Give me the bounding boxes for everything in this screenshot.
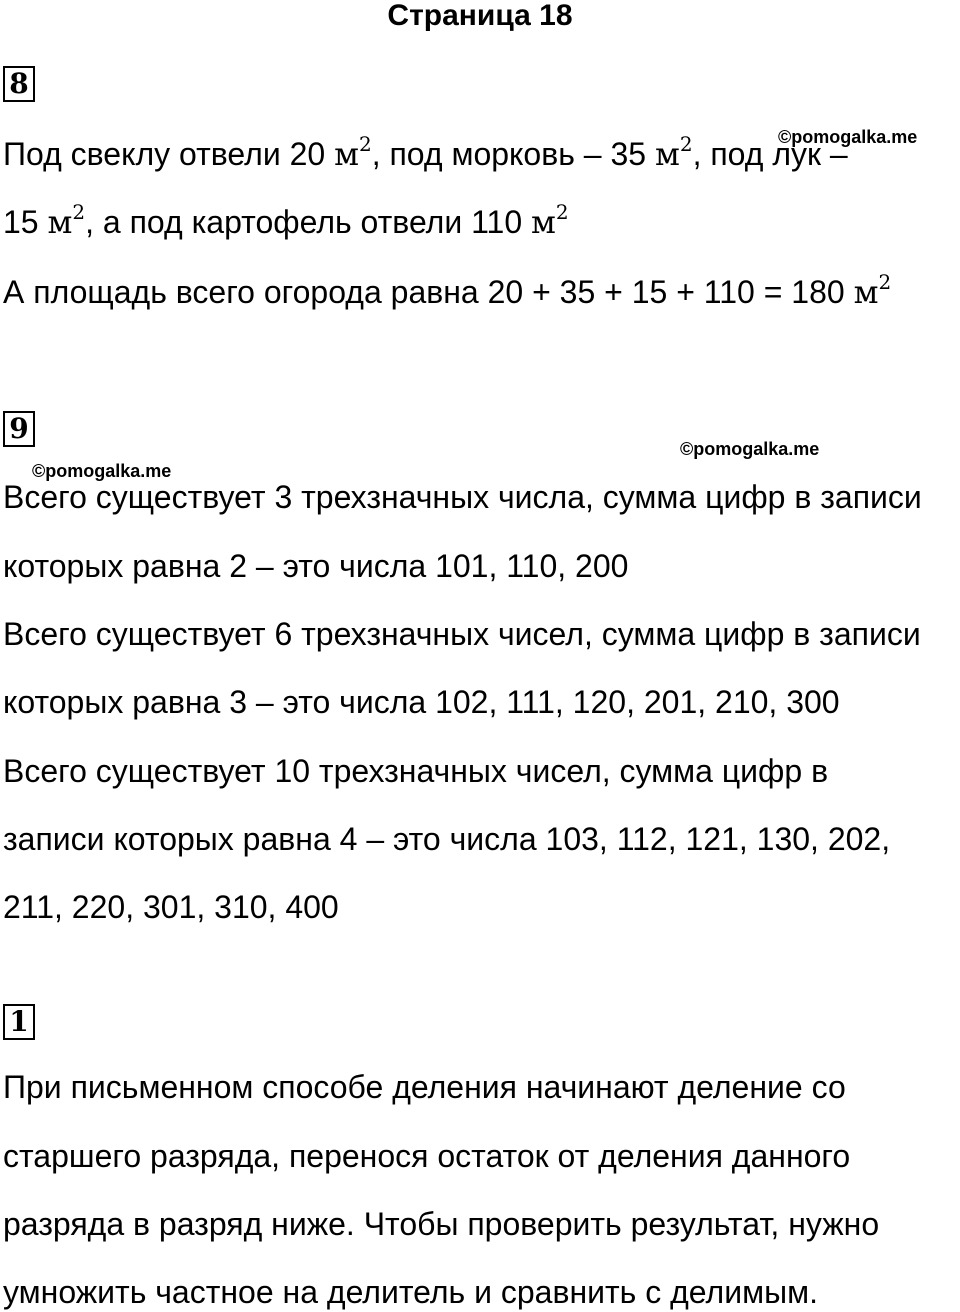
unit-square-meter: $м^2$ <box>654 132 693 173</box>
task8-text: , под морковь – 35 <box>371 136 647 172</box>
task1-line: старшего разряда, перенося остаток от деления данного <box>3 1138 851 1174</box>
task1-line: умножить частное на делитель и сравнить с делимым. <box>3 1274 818 1310</box>
unit-square-meter: $м^2$ <box>334 132 372 173</box>
task9-line: Всего существует 6 трехзначных чисел, сумма цифр в записи <box>3 616 921 652</box>
task8-line-3 <box>3 272 891 312</box>
task9-line: 211, 220, 301, 310, 400 <box>3 889 339 925</box>
watermark: ©pomogalka.me <box>680 439 820 459</box>
unit-square-meter: $м^2$ <box>47 200 86 241</box>
task-number-1: 1 <box>3 1004 35 1040</box>
task8-text: Под свеклу отвели 20 <box>3 136 326 172</box>
task8-text: , под лук – <box>692 136 848 172</box>
unit-square-meter: $м^2$ <box>853 270 892 311</box>
task9-line: которых равна 3 – это числа 102, 111, 120, 201, 210, 300 <box>3 684 840 720</box>
task8-text: 15 <box>3 204 39 240</box>
task9-line: Всего существует 3 трехзначных числа, сумма цифр в записи <box>3 479 922 515</box>
page-title: Страница 18 <box>387 0 573 32</box>
task9-line: которых равна 2 – это числа 101, 110, 200 <box>3 548 629 584</box>
task8-text: , а под картофель отвели 110 <box>85 204 523 240</box>
task9-line: Всего существует 10 трехзначных чисел, сумма цифр в <box>3 753 829 789</box>
task8-line-1 <box>3 134 848 174</box>
task1-line: разряда в разряд ниже. Чтобы проверить результат, нужно <box>3 1206 880 1242</box>
task8-text: А площадь всего огорода равна 20 + 35 + 15 + 110 = 180 <box>3 274 845 310</box>
watermark: ©pomogalka.me <box>32 461 172 481</box>
task9-line: записи которых равна 4 – это числа 103, 112, 121, 130, 202, <box>3 821 891 857</box>
task8-line-2 <box>3 202 569 242</box>
task-number-9: 9 <box>3 411 35 447</box>
task-number-8: 8 <box>3 66 35 102</box>
task1-line: При письменном способе деления начинают деление со <box>3 1069 846 1105</box>
watermark: ©pomogalka.me <box>778 127 918 147</box>
unit-square-meter: $м^2$ <box>531 200 569 241</box>
